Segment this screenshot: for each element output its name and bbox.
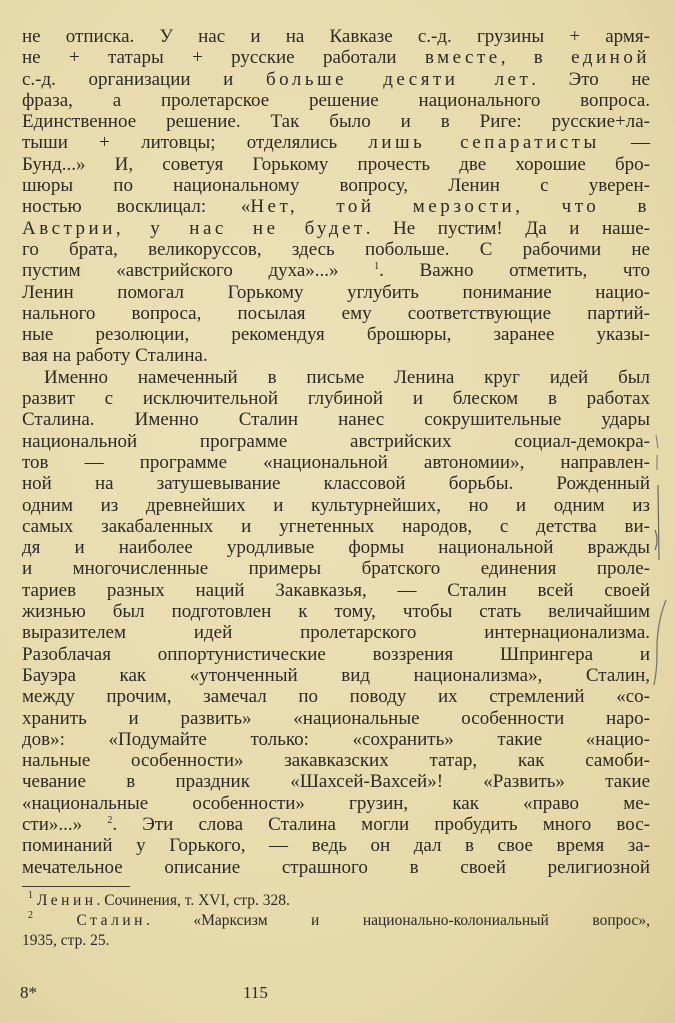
- text-segment: . Сочинения, т. XVI, стр. 328.: [96, 892, 290, 909]
- text-segment: Единственное решение. Так было и в Риге: русские+ла-: [22, 111, 650, 133]
- text-segment: пустим «австрийского духа»...»: [22, 260, 375, 282]
- text-segment: не отписка. У нас и на Кавказе с.-д. грузины + армя-: [22, 26, 650, 47]
- text-segment: сти»...»: [22, 813, 108, 835]
- text-segment: самых закабаленных и угнетенных народов, с детства ви-: [22, 515, 650, 537]
- text-segment: —: [599, 132, 650, 154]
- text-segment: дя и наиболее уродливые формы национальной вражды: [22, 537, 650, 559]
- text-segment: тариев разных наций Закавказья, — Сталин всей своей: [22, 579, 650, 601]
- text-segment: . Не пустим! Да и наше-: [365, 217, 650, 239]
- emphasized-text: вместе: [424, 47, 501, 69]
- text-segment: поминаний у Горького, — ведь он дал в свое время за-: [22, 835, 650, 857]
- text-segment: хранить и развить» «национальные особенности наро-: [22, 707, 650, 729]
- emphasized-text: единой: [571, 47, 650, 69]
- text-segment: Именно намеченный в письме Ленина круг идей был: [44, 366, 650, 388]
- footnote-ref: 2: [28, 910, 33, 921]
- text-segment: тов — программе «национальной автономии», направлен-: [22, 451, 650, 473]
- emphasized-text: лишь сепаратисты: [368, 132, 600, 154]
- text-segment: Ленин помогал Горькому углубить понимание нацио-: [22, 281, 650, 303]
- footnote-ref: 1: [374, 261, 380, 273]
- signature-mark: 8*: [20, 983, 37, 1002]
- text-segment: Бунд...» И, советуя Горькому прочесть две хорошие бро-: [22, 153, 650, 175]
- text-segment: не + татары + русские работали: [22, 47, 425, 69]
- text-segment: ностью восклицал: «: [22, 196, 251, 218]
- text-segment: шюры по национальному вопросу, Ленин с уверен-: [22, 175, 650, 197]
- text-segment: жизнью был подготовлен к тому, чтобы стать величайшим: [22, 601, 650, 623]
- text-segment: с.-д. организации и: [22, 68, 266, 90]
- text-segment: Сталина. Именно Сталин нанес сокрушительные удары: [22, 409, 650, 431]
- text-segment: Бауэра как «утонченный вид национализма», Сталин,: [22, 664, 650, 686]
- text-segment: . Эти слова Сталина могли пробудить много вос-: [112, 813, 650, 835]
- footnote-ref: 1: [28, 890, 33, 901]
- emphasized-text: Нет, той мерзости, что в: [250, 196, 650, 218]
- footnote-ref: 2: [107, 814, 113, 826]
- text-segment: «национальные особенности» грузин, как «право ме-: [22, 792, 650, 814]
- text-segment: . Это не: [531, 68, 650, 90]
- text-segment: национальной программе австрийских социал-демокра-: [22, 430, 650, 452]
- emphasized-text: Сталин: [76, 912, 146, 929]
- text-segment: вая на работу Сталина.: [22, 345, 208, 367]
- emphasized-text: больше десяти лет: [265, 68, 532, 90]
- text-segment: го брата, великоруссов, здесь побольше. С рабочими не: [22, 238, 650, 260]
- text-segment: фраза, а пролетарское решение национального вопроса.: [22, 89, 650, 111]
- text-segment: между прочим, замечал по поводу их стремлений «со-: [22, 686, 650, 708]
- text-segment: , в: [500, 47, 572, 69]
- text-segment: 1935, стр. 25.: [22, 932, 110, 949]
- text-segment: тыши + литовцы; отделялись: [22, 132, 369, 154]
- emphasized-text: Ленин: [36, 892, 97, 909]
- text-segment: и многочисленные примеры братского единения проле-: [22, 558, 650, 580]
- text-segment: нального вопроса, посылая ему соответствующие партий-: [22, 302, 650, 324]
- text-segment: . Важно отметить, что: [379, 260, 650, 282]
- text-segment: одним из древнейших и культурнейших, но и одним из: [22, 494, 650, 516]
- page-number: 115: [243, 983, 268, 1002]
- text-segment: развит с исключительной глубиной и блеском в работах: [22, 388, 650, 410]
- text-segment: чевание в праздник «Шахсей-Вахсей»! «Развить» такие: [22, 771, 650, 793]
- text-segment: ные резолюции, рекомендуя брошюры, заранее указы-: [22, 324, 650, 346]
- text-segment: Разоблачая оппортунистические воззрения Шпрингера и: [22, 643, 650, 665]
- text-segment: ной на затушевывание классовой борьбы. Рожденный: [22, 473, 650, 495]
- text-segment: мечательное описание страшного в своей религиозной: [22, 856, 650, 878]
- text-segment: нальные особенности» закавказских татар, как самоби-: [22, 750, 650, 772]
- text-segment: выразителем идей пролетарского интернационализма.: [22, 622, 650, 644]
- text-segment: . «Марксизм и национально-колониальный вопрос»,: [145, 912, 650, 929]
- emphasized-text: Австрии, у нас не будет: [22, 217, 366, 239]
- text-segment: дов»: «Подумайте только: «сохранить» такие «нацио-: [22, 728, 650, 750]
